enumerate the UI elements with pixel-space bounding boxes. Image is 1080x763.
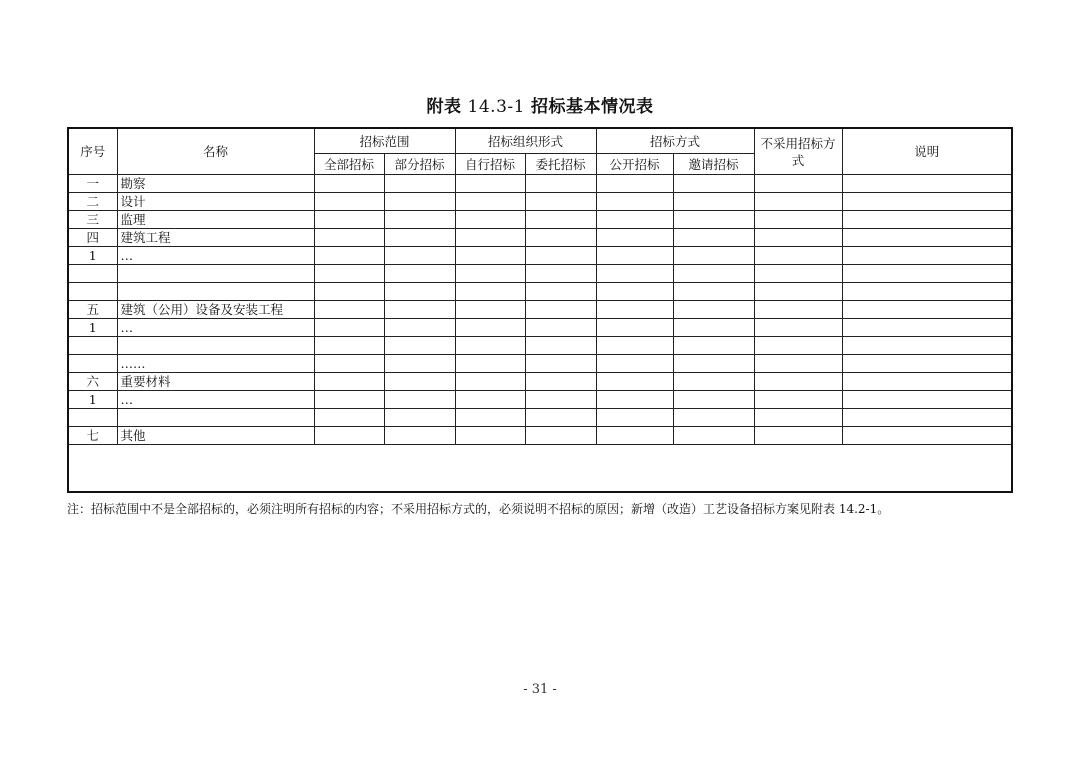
empty-cell [596, 229, 673, 247]
empty-cell [314, 337, 384, 355]
empty-cell [754, 373, 842, 391]
empty-cell [673, 283, 754, 301]
row-seq: 1 [68, 247, 117, 265]
empty-cell [842, 427, 1012, 445]
empty-cell [314, 283, 384, 301]
row-seq [68, 337, 117, 355]
empty-cell [384, 247, 455, 265]
empty-cell [455, 337, 525, 355]
empty-cell [596, 265, 673, 283]
row-name: … [117, 247, 314, 265]
row-name: 重要材料 [117, 373, 314, 391]
empty-cell [842, 373, 1012, 391]
empty-cell [842, 337, 1012, 355]
empty-cell [384, 211, 455, 229]
row-seq: 三 [68, 211, 117, 229]
empty-cell [673, 229, 754, 247]
empty-cell [525, 229, 596, 247]
header-row-1 [68, 128, 1012, 154]
empty-cell [384, 229, 455, 247]
empty-cell [455, 391, 525, 409]
empty-cell [455, 301, 525, 319]
header-scope-partial: 部分招标 [384, 154, 455, 175]
empty-cell [596, 355, 673, 373]
empty-cell [525, 283, 596, 301]
blank-cell [68, 445, 1012, 493]
empty-cell [314, 229, 384, 247]
table-row [68, 355, 1012, 373]
header-remarks: 说明 [842, 128, 1012, 175]
tender-info-table [67, 127, 1013, 493]
empty-cell [754, 283, 842, 301]
empty-cell [842, 355, 1012, 373]
empty-cell [673, 301, 754, 319]
empty-cell [314, 409, 384, 427]
table-footer-blank-row [68, 445, 1012, 493]
empty-cell [754, 301, 842, 319]
empty-cell [673, 319, 754, 337]
table-footnote: 注：招标范围中不是全部招标的，必须注明所有招标的内容；不采用招标方式的，必须说明不招标的原因；新增（改造）工艺设备招标方案见附表 14.2-1。 [67, 502, 890, 516]
row-seq: 一 [68, 175, 117, 193]
empty-cell [673, 409, 754, 427]
row-seq [68, 283, 117, 301]
row-name [117, 283, 314, 301]
empty-cell [525, 391, 596, 409]
empty-cell [525, 301, 596, 319]
empty-cell [525, 337, 596, 355]
row-name: 监理 [117, 211, 314, 229]
header-org-entrust: 委托招标 [525, 154, 596, 175]
empty-cell [314, 175, 384, 193]
empty-cell [314, 373, 384, 391]
empty-cell [525, 373, 596, 391]
empty-cell [673, 193, 754, 211]
empty-cell [842, 229, 1012, 247]
empty-cell [384, 337, 455, 355]
header-method-open: 公开招标 [596, 154, 673, 175]
empty-cell [525, 193, 596, 211]
empty-cell [842, 247, 1012, 265]
page-number: - 31 - [523, 682, 557, 697]
empty-cell [314, 193, 384, 211]
header-no-tender: 不采用招标方式 [754, 128, 842, 175]
empty-cell [525, 319, 596, 337]
empty-cell [525, 409, 596, 427]
table-row [68, 175, 1012, 193]
empty-cell [525, 265, 596, 283]
empty-cell [596, 337, 673, 355]
empty-cell [596, 319, 673, 337]
empty-cell [314, 247, 384, 265]
empty-cell [455, 265, 525, 283]
empty-cell [314, 301, 384, 319]
title-number: 14.3-1 [467, 97, 525, 117]
table-row [68, 301, 1012, 319]
row-seq [68, 409, 117, 427]
empty-cell [842, 211, 1012, 229]
empty-cell [314, 319, 384, 337]
empty-cell [455, 247, 525, 265]
empty-cell [596, 373, 673, 391]
empty-cell [525, 211, 596, 229]
empty-cell [384, 319, 455, 337]
empty-cell [673, 265, 754, 283]
empty-cell [754, 391, 842, 409]
row-name: …… [117, 355, 314, 373]
header-org: 招标组织形式 [455, 128, 596, 154]
empty-cell [596, 391, 673, 409]
row-seq: 五 [68, 301, 117, 319]
empty-cell [314, 265, 384, 283]
empty-cell [842, 193, 1012, 211]
empty-cell [525, 175, 596, 193]
empty-cell [754, 427, 842, 445]
empty-cell [754, 193, 842, 211]
empty-cell [384, 355, 455, 373]
empty-cell [384, 283, 455, 301]
header-method: 招标方式 [596, 128, 754, 154]
empty-cell [754, 247, 842, 265]
header-method-invite: 邀请招标 [673, 154, 754, 175]
empty-cell [525, 247, 596, 265]
row-seq [68, 265, 117, 283]
empty-cell [673, 391, 754, 409]
empty-cell [455, 427, 525, 445]
header-scope: 招标范围 [314, 128, 455, 154]
empty-cell [596, 409, 673, 427]
empty-cell [842, 391, 1012, 409]
empty-cell [754, 211, 842, 229]
table-row [68, 283, 1012, 301]
empty-cell [754, 355, 842, 373]
row-name: 其他 [117, 427, 314, 445]
empty-cell [455, 355, 525, 373]
empty-cell [842, 175, 1012, 193]
empty-cell [314, 211, 384, 229]
row-name [117, 337, 314, 355]
row-name: 建筑工程 [117, 229, 314, 247]
empty-cell [673, 427, 754, 445]
table-row [68, 265, 1012, 283]
empty-cell [596, 175, 673, 193]
empty-cell [596, 427, 673, 445]
empty-cell [455, 229, 525, 247]
empty-cell [384, 193, 455, 211]
row-name [117, 265, 314, 283]
table-row [68, 409, 1012, 427]
row-seq: 1 [68, 391, 117, 409]
empty-cell [842, 301, 1012, 319]
empty-cell [842, 265, 1012, 283]
empty-cell [754, 409, 842, 427]
empty-cell [754, 175, 842, 193]
empty-cell [754, 337, 842, 355]
empty-cell [673, 337, 754, 355]
row-name: 设计 [117, 193, 314, 211]
empty-cell [596, 301, 673, 319]
empty-cell [384, 265, 455, 283]
table-row [68, 391, 1012, 409]
empty-cell [455, 373, 525, 391]
empty-cell [455, 211, 525, 229]
empty-cell [314, 427, 384, 445]
empty-cell [455, 319, 525, 337]
empty-cell [754, 265, 842, 283]
header-scope-full: 全部招标 [314, 154, 384, 175]
empty-cell [384, 301, 455, 319]
row-seq [68, 355, 117, 373]
table-row [68, 319, 1012, 337]
row-seq: 四 [68, 229, 117, 247]
table-row [68, 427, 1012, 445]
empty-cell [754, 229, 842, 247]
empty-cell [525, 355, 596, 373]
empty-cell [673, 373, 754, 391]
row-seq: 1 [68, 319, 117, 337]
empty-cell [596, 193, 673, 211]
empty-cell [673, 175, 754, 193]
empty-cell [842, 283, 1012, 301]
row-seq: 七 [68, 427, 117, 445]
empty-cell [384, 409, 455, 427]
empty-cell [754, 319, 842, 337]
row-name: … [117, 391, 314, 409]
empty-cell [455, 175, 525, 193]
page-title [0, 92, 1080, 117]
row-name: … [117, 319, 314, 337]
row-name: 勘察 [117, 175, 314, 193]
empty-cell [842, 319, 1012, 337]
table-row [68, 193, 1012, 211]
empty-cell [384, 391, 455, 409]
empty-cell [525, 427, 596, 445]
empty-cell [842, 409, 1012, 427]
row-seq: 二 [68, 193, 117, 211]
empty-cell [384, 373, 455, 391]
empty-cell [455, 409, 525, 427]
table-row [68, 247, 1012, 265]
empty-cell [673, 211, 754, 229]
empty-cell [314, 391, 384, 409]
empty-cell [314, 355, 384, 373]
empty-cell [455, 283, 525, 301]
empty-cell [455, 193, 525, 211]
title-prefix: 附表 [426, 97, 462, 117]
empty-cell [384, 175, 455, 193]
table-row [68, 229, 1012, 247]
row-name [117, 409, 314, 427]
empty-cell [596, 283, 673, 301]
empty-cell [596, 211, 673, 229]
empty-cell [596, 247, 673, 265]
header-org-self: 自行招标 [455, 154, 525, 175]
empty-cell [673, 247, 754, 265]
header-name: 名称 [117, 128, 314, 175]
header-seq: 序号 [68, 128, 117, 175]
table-row [68, 373, 1012, 391]
title-text: 招标基本情况表 [530, 97, 654, 117]
table-row [68, 211, 1012, 229]
empty-cell [384, 427, 455, 445]
empty-cell [673, 355, 754, 373]
row-name: 建筑（公用）设备及安装工程 [117, 301, 314, 319]
table-row [68, 337, 1012, 355]
row-seq: 六 [68, 373, 117, 391]
